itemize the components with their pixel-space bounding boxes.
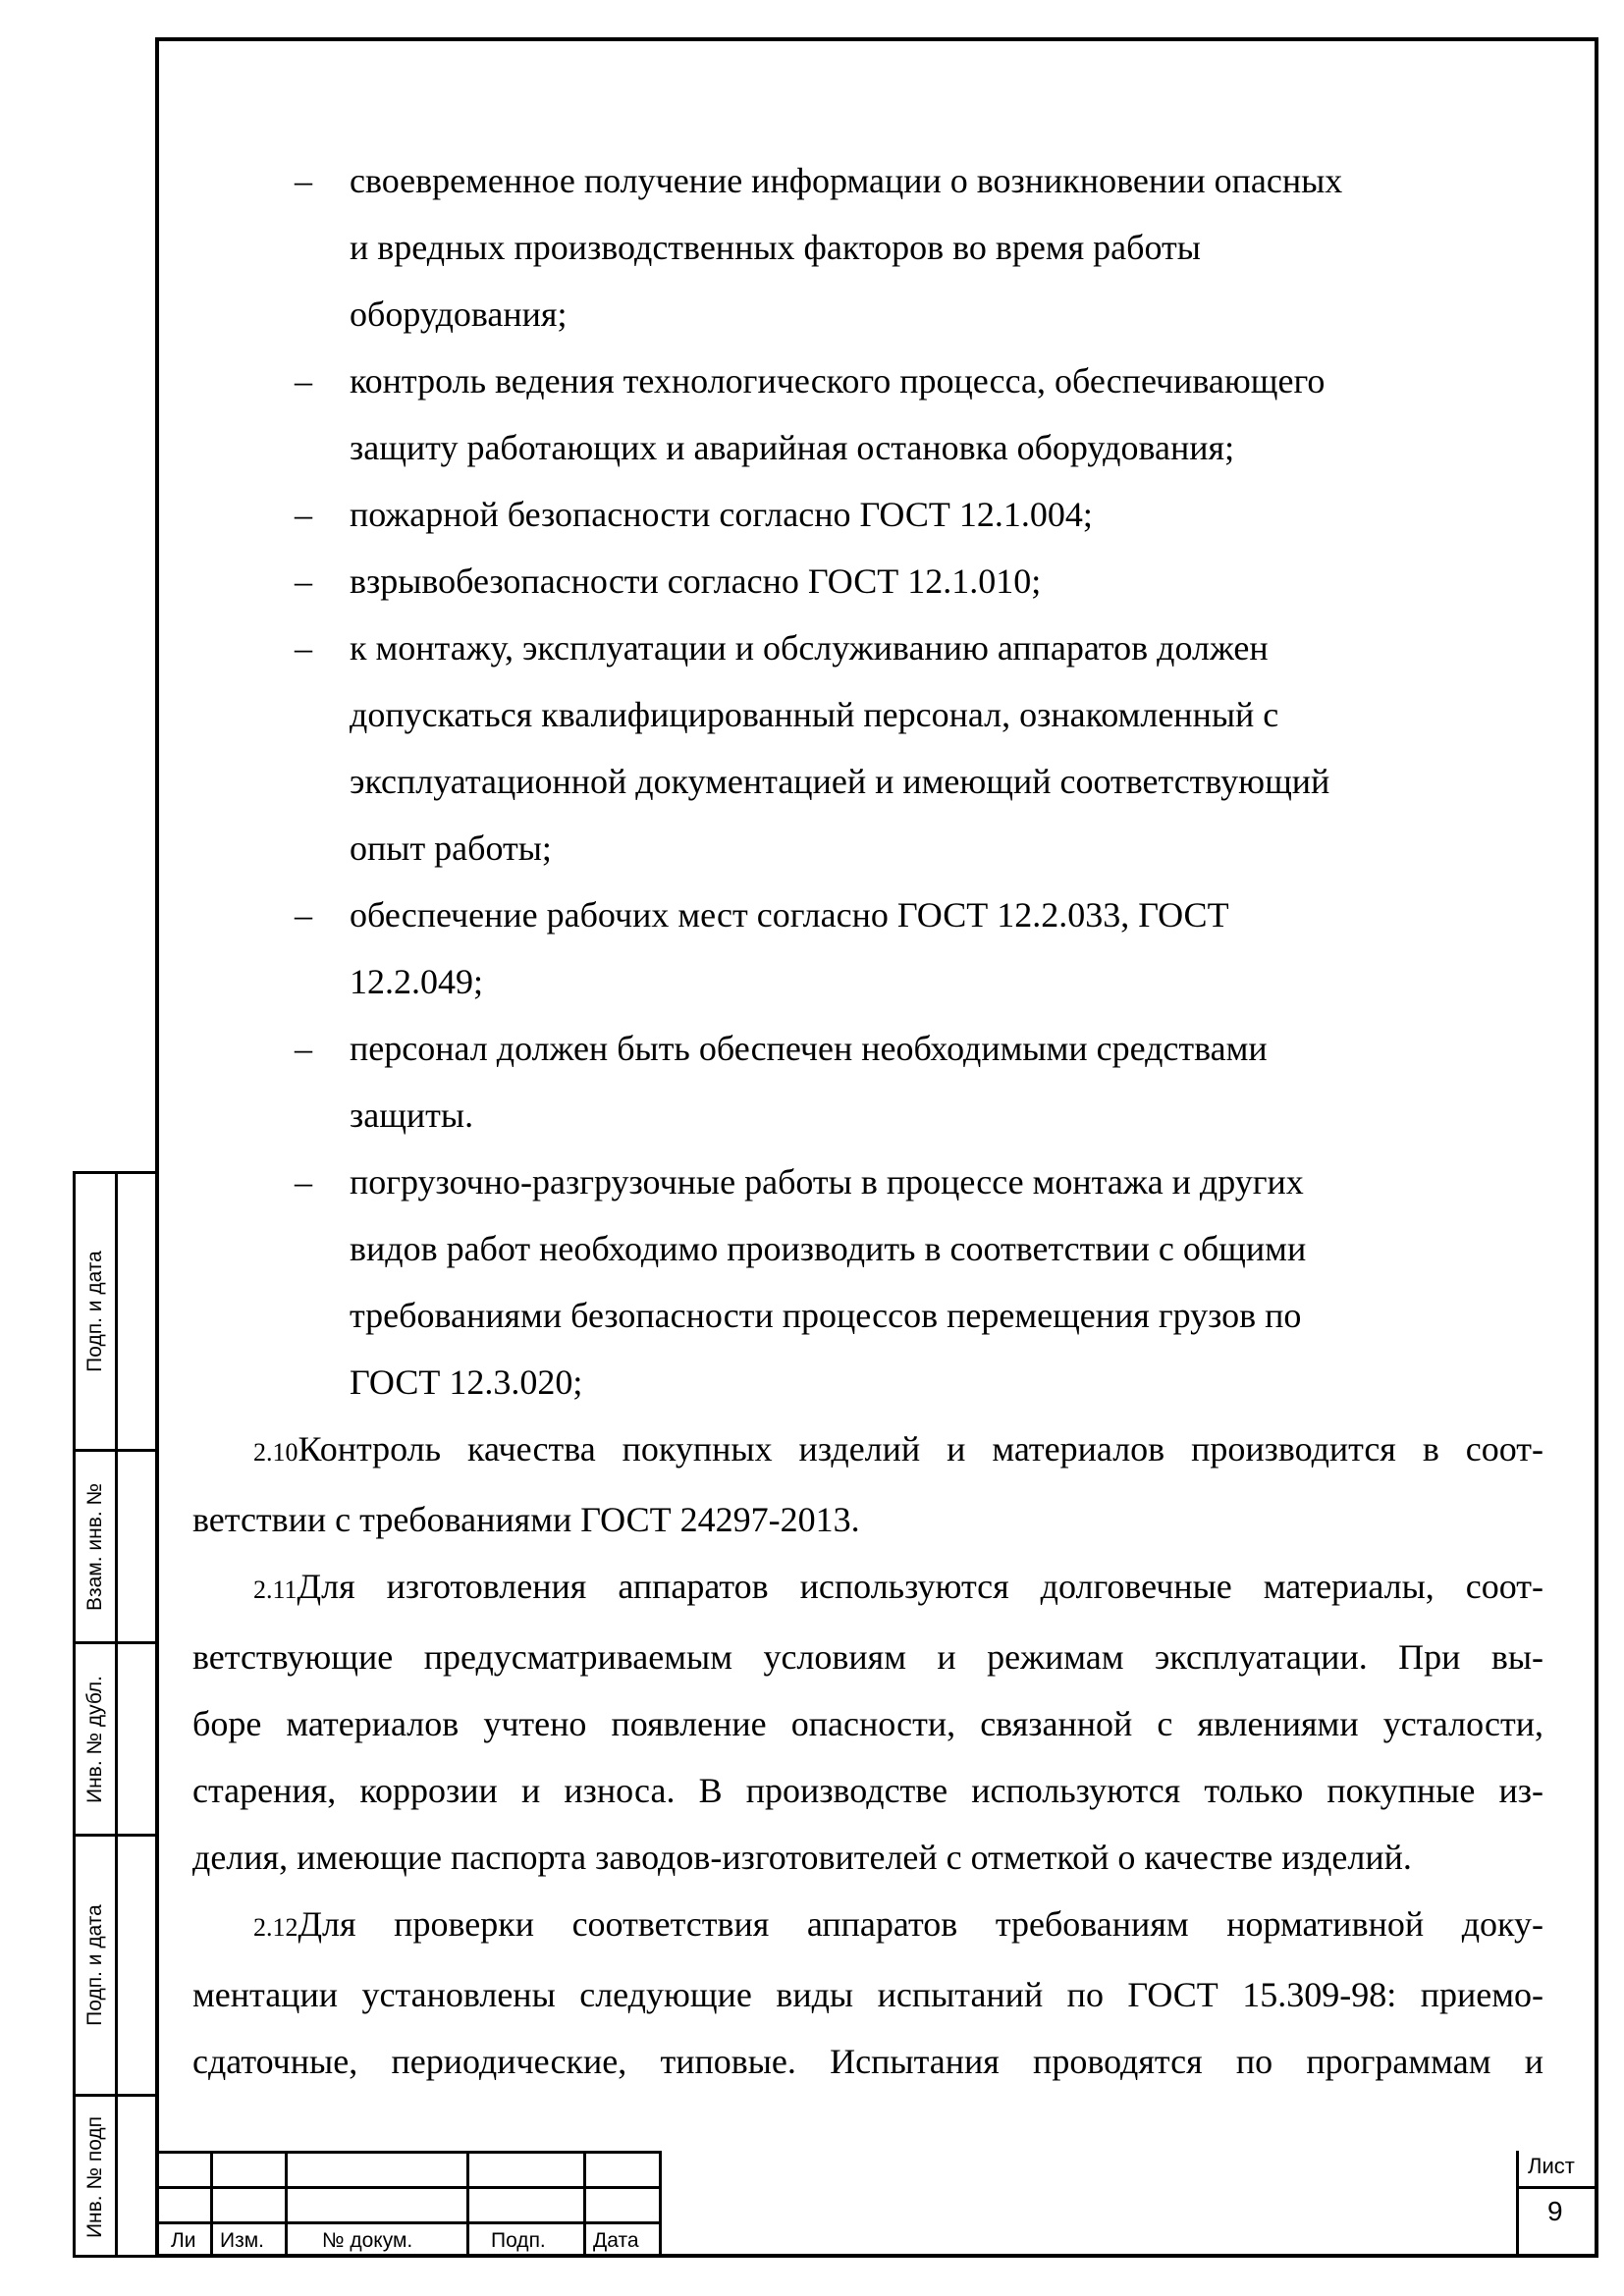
paragraph-number: 2.10 [253, 1438, 298, 1467]
paragraph-text: ментации установлены следующие виды испытаний по ГОСТ 15.309-98: приемо- [192, 1975, 1543, 2014]
list-item-text: видов работ необходимо производить в соответствии с общими [350, 1229, 1307, 1268]
paragraph-list [192, 1415, 1547, 2095]
side-label: Инв. № дубл. [83, 1675, 107, 1803]
dash-marker: – [295, 628, 312, 667]
side-cell [76, 1837, 155, 2097]
dash-marker: – [295, 1162, 312, 1201]
paragraph-text: сдаточные, периодические, типовые. Испытания проводятся по программам и [192, 2042, 1543, 2081]
side-label: Взам. инв. № [83, 1482, 107, 1611]
numbered-paragraph [192, 1891, 1547, 2095]
list-item-text: персонал должен быть обеспечен необходимыми средствами [350, 1029, 1268, 1068]
dash-marker: – [295, 895, 312, 934]
paragraph-text: ветствующие предусматриваемым условиям и режимам эксплуатации. При вы- [192, 1637, 1543, 1677]
list-item [192, 347, 1469, 481]
column-header-doc-number: № докум. [322, 2229, 413, 2252]
side-cell [76, 1644, 155, 1837]
paragraph-text: боре материалов учтено появление опасности, связанной с явлениями усталости, [192, 1704, 1543, 1743]
list-item-text: пожарной безопасности согласно ГОСТ 12.1.004; [350, 495, 1093, 534]
list-item-text: контроль ведения технологического процесса, обеспечивающего [350, 361, 1326, 400]
list-item-text: опыт работы; [350, 828, 552, 868]
dash-marker: – [295, 561, 312, 601]
paragraph-number: 2.12 [253, 1913, 298, 1942]
document-body [192, 147, 1547, 2095]
list-item-text: защиты. [350, 1095, 474, 1135]
list-item-text: эксплуатационной документацией и имеющий соответствующий [350, 762, 1330, 801]
paragraph-text: ветствии с требованиями ГОСТ 24297-2013. [192, 1500, 860, 1539]
side-cell [76, 1452, 155, 1644]
side-label: Подп. и дата [83, 1904, 107, 2026]
list-item [192, 147, 1469, 347]
list-item-text: обеспечение рабочих мест согласно ГОСТ 12.2.033, ГОСТ [350, 895, 1229, 934]
numbered-paragraph [192, 1415, 1547, 1553]
title-block [155, 2151, 1598, 2258]
dash-marker: – [295, 361, 312, 400]
list-item-text: погрузочно-разгрузочные работы в процессе монтажа и других [350, 1162, 1304, 1201]
paragraph-text: делия, имеющие паспорта заводов-изготовителей с отметкой о качестве изделий. [192, 1838, 1412, 1877]
list-item [192, 614, 1469, 881]
dash-marker: – [295, 1029, 312, 1068]
side-label: Подп. и дата [83, 1251, 107, 1372]
column-header-li: Ли [171, 2229, 196, 2252]
list-item-text: требованиями безопасности процессов перемещения грузов по [350, 1296, 1302, 1335]
paragraph-text: старения, коррозии и износа. В производстве используются только покупные из- [192, 1771, 1543, 1810]
dash-marker: – [295, 495, 312, 534]
paragraph-number: 2.11 [253, 1575, 298, 1604]
bullet-list [192, 147, 1547, 1415]
sheet-label: Лист [1528, 2154, 1575, 2178]
list-item-text: оборудования; [350, 294, 568, 334]
paragraph-text: Контроль качества покупных изделий и материалов производится в соот- [298, 1429, 1543, 1468]
numbered-paragraph [192, 1553, 1547, 1891]
list-item-text: 12.2.049; [350, 962, 484, 1001]
list-item-text: к монтажу, эксплуатации и обслуживанию аппаратов должен [350, 628, 1269, 667]
dash-marker: – [295, 161, 312, 200]
list-item-text: допускаться квалифицированный персонал, ознакомленный с [350, 695, 1279, 734]
column-header-signature: Подп. [491, 2229, 546, 2252]
column-header-date: Дата [593, 2229, 639, 2252]
list-item [192, 1148, 1469, 1415]
list-item [192, 481, 1469, 548]
list-item [192, 1015, 1469, 1148]
list-item-text: защиту работающих и аварийная остановка оборудования; [350, 428, 1235, 467]
list-item [192, 881, 1469, 1015]
list-item [192, 548, 1469, 614]
side-cell [76, 2097, 155, 2258]
side-label: Инв. № подп [83, 2115, 106, 2239]
column-header-izm: Изм. [220, 2229, 264, 2252]
list-item-text: взрывобезопасности согласно ГОСТ 12.1.010; [350, 561, 1042, 601]
side-cell [76, 1174, 155, 1452]
paragraph-text: Для изготовления аппаратов используются долговечные материалы, соот- [297, 1567, 1543, 1606]
list-item-text: своевременное получение информации о возникновении опасных [350, 161, 1343, 200]
list-item-text: ГОСТ 12.3.020; [350, 1362, 583, 1402]
sheet-number: 9 [1547, 2196, 1563, 2226]
list-item-text: и вредных производственных факторов во время работы [350, 228, 1201, 267]
paragraph-text: Для проверки соответствия аппаратов требованиям нормативной доку- [298, 1904, 1543, 1944]
side-panel [73, 1171, 155, 2258]
